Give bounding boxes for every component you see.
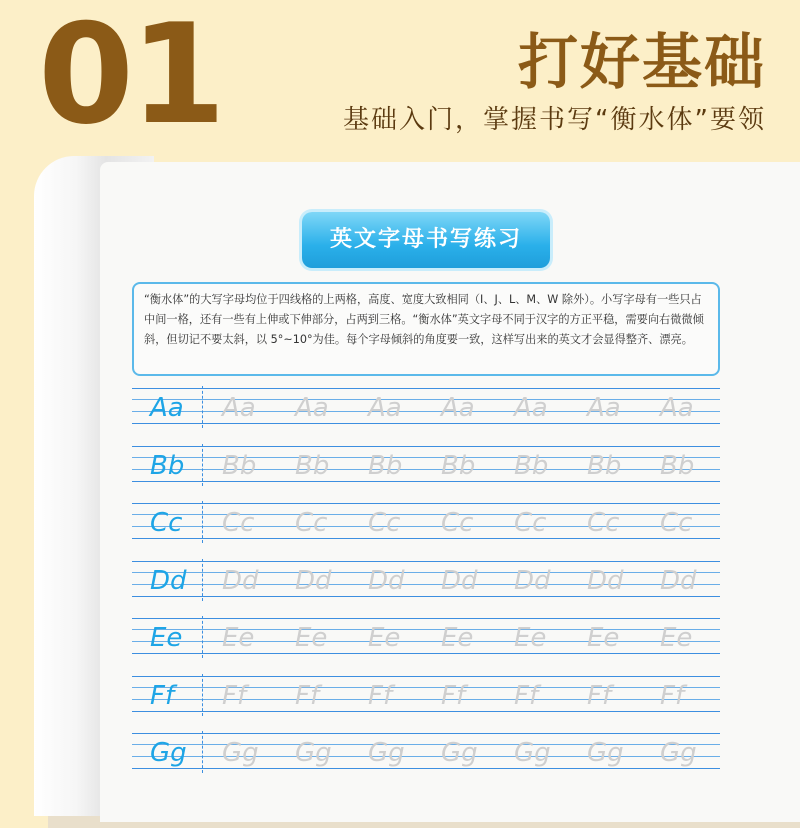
ruled-line <box>132 641 720 642</box>
practice-row <box>132 553 720 611</box>
divider-dash <box>202 444 203 486</box>
trace-letters[interactable]: Aa <box>368 393 402 423</box>
trace-letters[interactable]: Aa <box>295 393 329 423</box>
model-letters: Aa <box>150 393 184 423</box>
trace-letters[interactable]: Gg <box>660 738 697 768</box>
ruled-line <box>132 423 720 424</box>
divider-dash <box>202 674 203 716</box>
trace-letters[interactable]: Aa <box>441 393 475 423</box>
ruled-line <box>132 411 720 412</box>
trace-letters[interactable]: Ff <box>441 680 466 711</box>
banner-label: 英文字母书写练习 <box>329 227 522 252</box>
divider-dash <box>202 731 203 773</box>
trace-letters[interactable]: Cc <box>514 508 547 538</box>
trace-letters[interactable]: Gg <box>368 738 405 768</box>
ruled-line <box>132 596 720 597</box>
ruled-line <box>132 676 720 677</box>
ruled-line <box>132 653 720 654</box>
ruled-line <box>132 526 720 527</box>
ruled-line <box>132 481 720 482</box>
ruled-line <box>132 469 720 470</box>
trace-letters[interactable]: Aa <box>660 393 694 423</box>
trace-letters[interactable]: Ff <box>222 680 247 711</box>
trace-letters[interactable]: Aa <box>587 393 621 423</box>
model-letters: Dd <box>150 565 187 596</box>
ruled-line <box>132 711 720 712</box>
description-text: “衡水体”的大写字母均位于四线格的上两格，高度、宽度大致相同（I、J、L、M、W 除外）。小写字母有一些只占中间一格，还有一些有上伸或下伸部分，占两到三格。“衡水体”英文字母不同于汉字的方正平稳，需要向右微微倾斜，但切记不要太斜，以 5°~10°为佳。每个字母倾斜的角度要一致，这样写出来的英文才会显得整齐、漂亮。 <box>144 293 704 346</box>
trace-letters[interactable]: Ee <box>514 623 547 653</box>
trace-letters[interactable]: Ee <box>295 623 328 653</box>
trace-letters[interactable]: Bb <box>587 450 622 481</box>
ruled-line <box>132 399 720 400</box>
model-letters: Ee <box>150 623 183 653</box>
trace-letters[interactable]: Bb <box>441 450 476 481</box>
ruled-line <box>132 618 720 619</box>
trace-letters[interactable]: Dd <box>295 565 332 596</box>
page-title: 打好基础 <box>518 28 766 98</box>
practice-row <box>132 380 720 438</box>
trace-letters[interactable]: Cc <box>660 508 693 538</box>
trace-letters[interactable]: Dd <box>660 565 697 596</box>
trace-letters[interactable]: Cc <box>441 508 474 538</box>
section-banner <box>302 212 550 268</box>
ruled-line <box>132 561 720 562</box>
trace-letters[interactable]: Dd <box>514 565 551 596</box>
trace-letters[interactable]: Bb <box>222 450 257 481</box>
trace-letters[interactable]: Cc <box>222 508 255 538</box>
trace-letters[interactable]: Cc <box>587 508 620 538</box>
trace-letters[interactable]: Ee <box>660 623 693 653</box>
trace-letters[interactable]: Cc <box>295 508 328 538</box>
practice-row <box>132 438 720 496</box>
ruled-line <box>132 514 720 515</box>
divider-dash <box>202 616 203 658</box>
divider-dash <box>202 386 203 428</box>
trace-letters[interactable]: Dd <box>587 565 624 596</box>
trace-letters[interactable]: Ff <box>368 680 393 711</box>
ruled-line <box>132 744 720 745</box>
trace-letters[interactable]: Gg <box>295 738 332 768</box>
trace-letters[interactable]: Ff <box>587 680 612 711</box>
ruled-line <box>132 687 720 688</box>
ruled-line <box>132 572 720 573</box>
trace-letters[interactable]: Aa <box>222 393 256 423</box>
page-subtitle: 基础入门，掌握书写“衡水体”要领 <box>343 105 766 135</box>
trace-letters[interactable]: Bb <box>295 450 330 481</box>
ruled-line <box>132 733 720 734</box>
divider-dash <box>202 501 203 543</box>
practice-row <box>132 610 720 668</box>
trace-letters[interactable]: Bb <box>368 450 403 481</box>
trace-letters[interactable]: Bb <box>660 450 695 481</box>
ruled-line <box>132 446 720 447</box>
ruled-line <box>132 538 720 539</box>
trace-letters[interactable]: Ff <box>295 680 320 711</box>
model-letters: Ff <box>150 680 175 711</box>
divider-dash <box>202 559 203 601</box>
ruled-line <box>132 768 720 769</box>
trace-letters[interactable]: Aa <box>514 393 548 423</box>
section-number: 01 <box>38 0 223 155</box>
practice-row <box>132 668 720 726</box>
model-letters: Bb <box>150 450 185 481</box>
ruled-line <box>132 699 720 700</box>
trace-letters[interactable]: Gg <box>587 738 624 768</box>
trace-letters[interactable]: Cc <box>368 508 401 538</box>
ruled-line <box>132 584 720 585</box>
ruled-line <box>132 503 720 504</box>
trace-letters[interactable]: Ee <box>222 623 255 653</box>
trace-letters[interactable]: Dd <box>441 565 478 596</box>
trace-letters[interactable]: Dd <box>368 565 405 596</box>
practice-row <box>132 495 720 553</box>
trace-letters[interactable]: Gg <box>222 738 259 768</box>
ruled-line <box>132 629 720 630</box>
trace-letters[interactable]: Ee <box>441 623 474 653</box>
trace-letters[interactable]: Bb <box>514 450 549 481</box>
trace-letters[interactable]: Dd <box>222 565 259 596</box>
practice-row <box>132 725 720 783</box>
description-box <box>132 282 720 376</box>
ruled-line <box>132 457 720 458</box>
trace-letters[interactable]: Gg <box>514 738 551 768</box>
trace-letters[interactable]: Ff <box>514 680 539 711</box>
trace-letters[interactable]: Ee <box>587 623 620 653</box>
model-letters: Cc <box>150 508 183 538</box>
trace-letters[interactable]: Gg <box>441 738 478 768</box>
ruled-line <box>132 756 720 757</box>
trace-letters[interactable]: Ee <box>368 623 401 653</box>
model-letters: Gg <box>150 738 187 768</box>
ruled-line <box>132 388 720 389</box>
trace-letters[interactable]: Ff <box>660 680 685 711</box>
